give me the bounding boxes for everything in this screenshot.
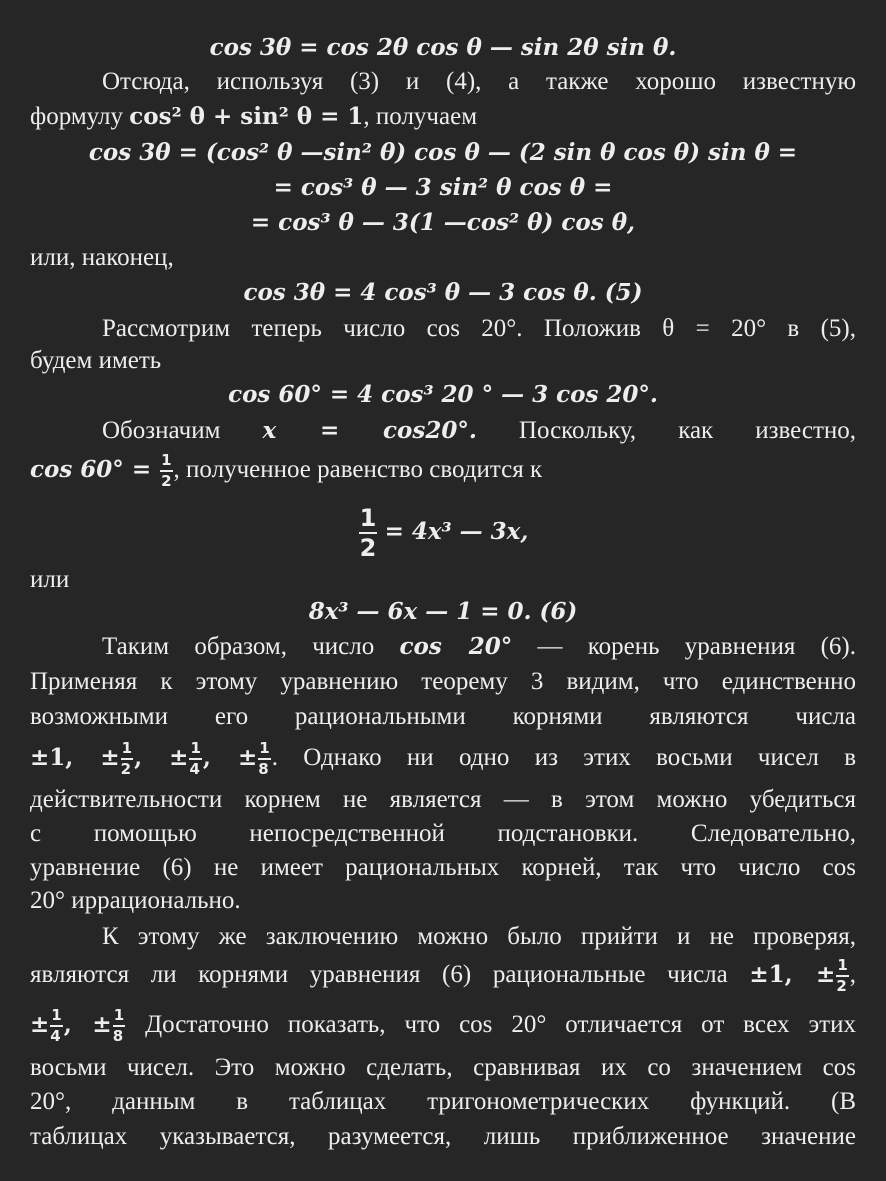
paragraph-line: Таким образом, число cos 20° — корень уравнения (6). (102, 633, 856, 660)
formula-line: = cos³ θ — 3 sin² θ cos θ = (273, 174, 613, 201)
fraction-one-half: $\frac{1}{2}$ (836, 956, 848, 996)
paragraph-line: Применяя к этому уравнению теорему 3 видим, что единственно (30, 668, 856, 695)
formula-cubic-fraction: $\frac{1}{2}$ = 4x³ — 3x, (359, 504, 529, 563)
paragraph-line: являются ли корнями уравнения (6) рациональные числа ±1, ± $\frac{1}{2}$ , (30, 956, 857, 996)
fraction-one-eighth: $\frac{1}{8}$ (112, 1006, 125, 1046)
paragraph-line: будем иметь (30, 347, 162, 374)
paragraph-line: восьми чисел. Это можно сделать, сравнивая их со значением cos (30, 1054, 856, 1081)
fraction-one-half: $\frac{1}{2}$ (359, 504, 377, 563)
paragraph-line: или, наконец, (30, 244, 174, 271)
formula-5: cos 3θ = 4 cos³ θ — 3 cos θ. (5) (243, 279, 643, 306)
formula-line: = cos³ θ — 3(1 —cos² θ) cos θ, (250, 209, 636, 236)
paragraph-line: с помощью непосредственной подстановки. Следовательно, (30, 820, 856, 847)
formula-cos60: cos 60° = 4 cos³ 20 ° — 3 cos 20°. (228, 381, 658, 408)
fraction-one-half: $\frac{1}{2}$ (161, 451, 172, 491)
paragraph-line: К этому же заключению можно было прийти и не проверяя, (102, 923, 856, 950)
paragraph-line: таблицах указывается, разумеется, лишь приближенное значение (30, 1123, 856, 1150)
formula-cos3theta-expansion: cos 3θ = cos 2θ cos θ — sin 2θ sin θ. (209, 34, 677, 61)
paragraph-line: действительности корнем не является — в этом можно убедиться (30, 786, 856, 813)
paragraph-line: Отсюда, используя (3) и (4), а также хорошо известную (102, 68, 856, 95)
paragraph-line: 20°, данным в таблицах тригонометрических функций. (В (30, 1088, 856, 1115)
fraction-one-eighth: $\frac{1}{8}$ (258, 739, 270, 779)
paragraph-line: формулу cos² θ + sin² θ = 1, получаем (30, 103, 478, 130)
substitution-x: x = cos20°. (262, 417, 477, 444)
paragraph-line: уравнение (6) не имеет рациональных корней, так что число cos (30, 854, 856, 881)
pythagorean-identity: cos² θ + sin² θ = 1 (129, 103, 364, 130)
paragraph-line: 20° иррационально. (30, 887, 241, 914)
formula-line: cos 3θ = (cos² θ —sin² θ) cos θ — (2 sin θ cos θ) sin θ = (88, 139, 798, 166)
fraction-one-quarter: $\frac{1}{4}$ (189, 739, 201, 779)
paragraph-line: Рассмотрим теперь число cos 20°. Положив θ = 20° в (5), (102, 315, 856, 342)
fraction-one-quarter: $\frac{1}{4}$ (50, 1006, 62, 1046)
paragraph-line: или (30, 566, 70, 593)
paragraph-line: ±1, ± $\frac{1}{2}$ , ± $\frac{1}{4}$ , ± $\frac{1}{8}$ . Однако ни одно из этих восьми чисел в (30, 739, 856, 779)
formula-6: 8x³ — 6x — 1 = 0. (6) (308, 598, 578, 625)
fraction-one-half: $\frac{1}{2}$ (120, 739, 133, 779)
paragraph-line: ± $\frac{1}{4}$ , ± $\frac{1}{8}$ Достаточно показать, что cos 20° отличается от всех этих (30, 1006, 856, 1046)
paragraph-line: Обозначим x = cos20°. Поскольку, как известно, (102, 417, 857, 444)
paragraph-line: возможными его рациональными корнями являются числа (30, 703, 856, 730)
paragraph-line: cos 60° = $\frac{1}{2}$ , полученное равенство сводится к (30, 451, 543, 491)
